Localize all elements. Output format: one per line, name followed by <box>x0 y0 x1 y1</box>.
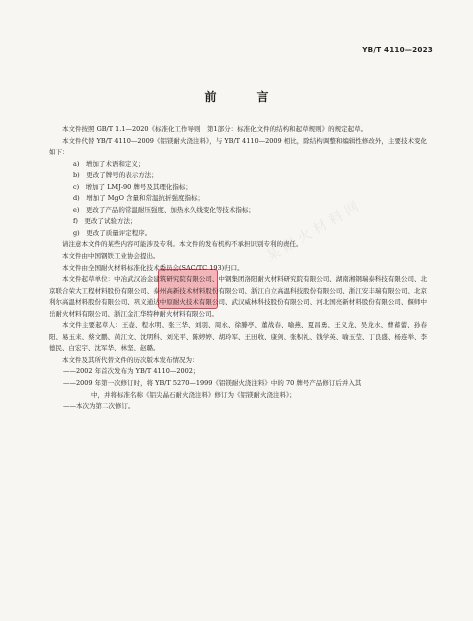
history-item: ——2002 年首次发布为 YB/T 4110—2002； <box>63 367 200 376</box>
page-title: 前 言 <box>204 90 283 104</box>
managed-by: 本文件由全国耐火材料标准化技术委员会(SAC/TC 193)归口。 <box>62 263 244 272</box>
changes-list <box>49 159 427 240</box>
foreword-body <box>49 124 427 413</box>
history-item-continued: 中，并将标准名称《铝尖晶石耐火浇注料》修订为《铝镁耐火浇注料》； <box>91 390 296 399</box>
list-item: d) 增加了 MgO 含量和常温抗折强度指标； <box>73 194 204 203</box>
history-item: ——本次为第二次修订。 <box>63 402 135 411</box>
list-item: a) 增加了术语和定义； <box>73 159 145 168</box>
list-item: e) 更改了产品的常温耐压强度、加热永久线变化等技术指标； <box>73 205 255 214</box>
history-intro: 本文件及其所代替文件的历次版本发布情况为： <box>62 355 199 364</box>
patent-note: 请注意本文件的某些内容可能涉及专利。本文件的发布机构不承担识别专利的责任。 <box>62 240 303 249</box>
drafting-rule-paragraph: 本文件按照 GB/T 1.1—2020《标准化工作导则 第1部分：标准化文件的结构和起草规则》的规定起草。 <box>62 125 368 133</box>
list-item: b) 更改了牌号的表示方法； <box>73 171 158 180</box>
list-item: g) 更改了质量评定程序。 <box>73 228 152 237</box>
history-list <box>49 366 427 412</box>
watermark: 某耐火材料网 <box>263 196 366 265</box>
drafters: 本文件主要起草人：王壶、程水明、张三华、刘羽、周永、徐滕亭、董战春、喻燕、夏昌勇、王义龙、吴龙水、曹蓄蕾、孙春阳、易玉来、蔡文鹏、黄江文、沈明科、刘光平、陈婷婷、胡玲军、王田收、康剑、张积礼、钱学英、喻玉莹、丁良盛、杨连举、李德民、白宏宇、沈军华、林坚、赵璐。 <box>49 321 427 353</box>
replacement-paragraph: 本文件代替 YB/T 4110—2009《铝镁耐火浇注料》，与 YB/T 4110—2009 相比，除结构调整和编辑性修改外，主要技术变化如下： <box>49 136 427 157</box>
drafting-units: 本文件起草单位：中冶武汉冶金建筑研究院有限公司、中钢集团洛阳耐火材料研究院有限公司、湖南湘钢瑞泰科技有限公司、北京联合荣大工程材料股份有限公司、泰州高新技术材料股份有限公司、浙江自立高温科技股份有限公司、浙江安丰瑞有限公司、北京利尔高温材料股份有限公司、巩义通达中原耐火技术有限公司、武汉威林科技股份有限公司、河北国亮新材料股份有限公司、偃师中岳耐火材料有限公司、浙江金汇华特种耐火材料有限公司。 <box>49 275 427 318</box>
list-item: c) 增加了 LMJ-90 牌号及其理化指标； <box>73 182 192 191</box>
list-item: f) 更改了试验方法； <box>73 217 137 226</box>
history-item: ——2009 年第一次修订时，将 YB/T 5270—1999《铝镁耐火浇注料》中的 70 牌号产品修订后并入其 <box>63 379 362 388</box>
standard-number: YB/T 4110—2023 <box>362 45 433 54</box>
proposed-by: 本文件由中国钢铁工业协会提出。 <box>62 252 160 261</box>
